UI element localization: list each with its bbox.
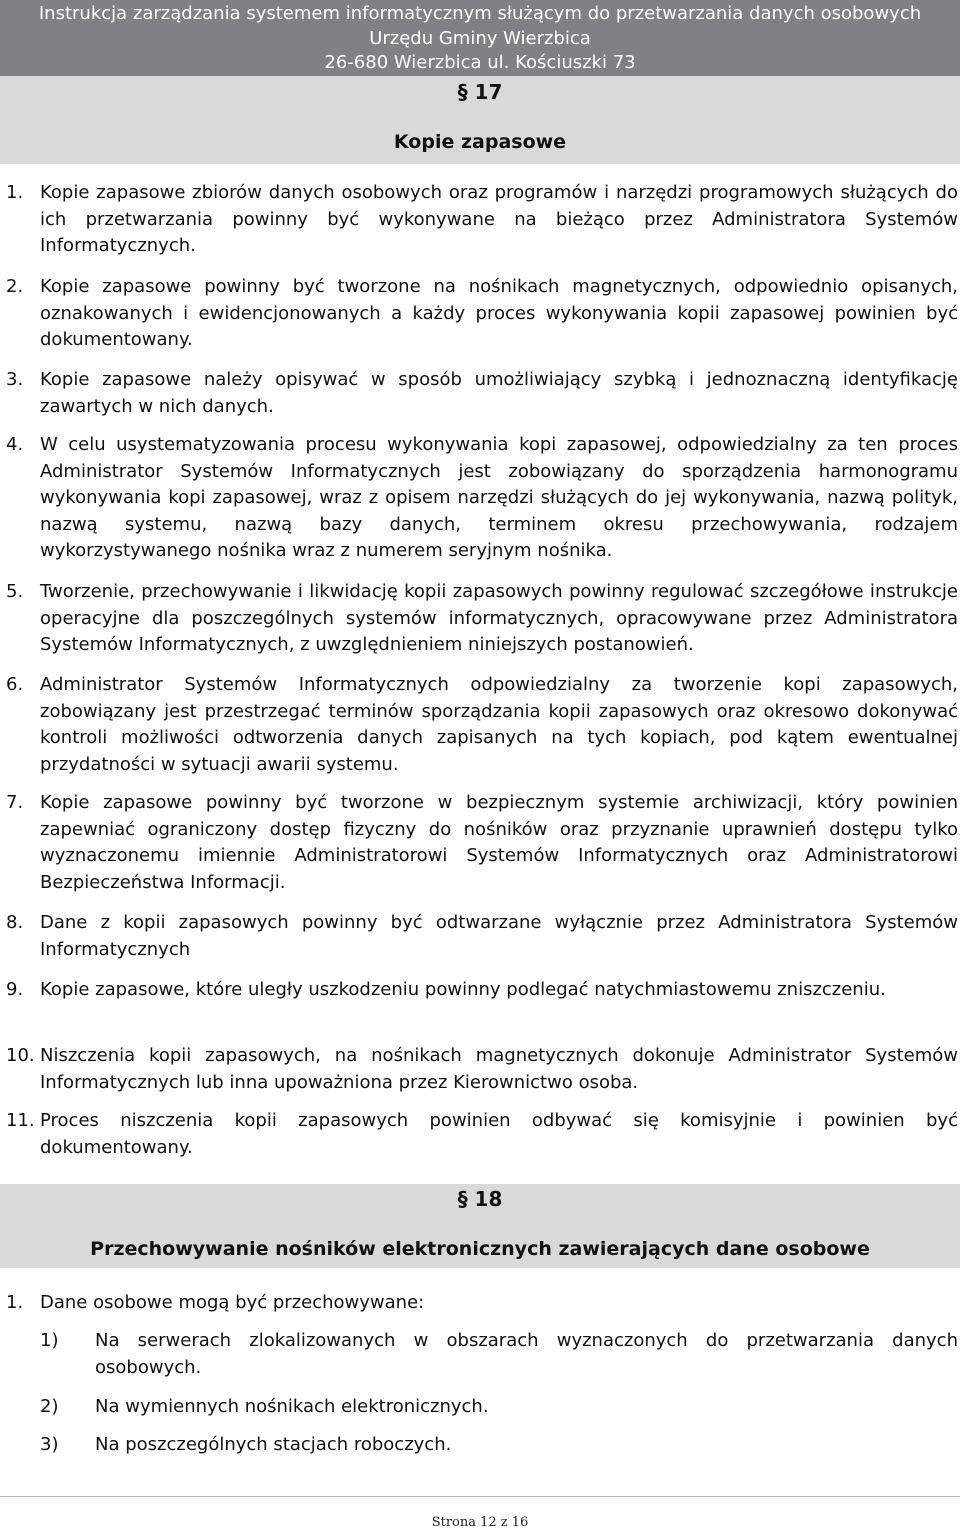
list-item-number: 10. xyxy=(6,1045,35,1066)
section-18-number: § 18 xyxy=(457,1187,503,1211)
list-item-text: Niszczenia kopii zapasowych, na nośnikach magnetycznych dokonuje Administrator Systemów Informatycznych lub inna upoważniona przez Kierownictwo osoba. xyxy=(40,1045,958,1093)
sub-list-item-text: Na serwerach zlokalizowanych w obszarach wyznaczonych do przetwarzania danych osobowych. xyxy=(95,1330,958,1378)
list-item-text: Kopie zapasowe, które uległy uszkodzeniu powinny podlegać natychmiastowemu zniszczeniu. xyxy=(40,979,886,1000)
footer-divider xyxy=(0,1496,960,1497)
list-item xyxy=(0,367,958,420)
list-item-number: 6. xyxy=(6,674,24,695)
sub-list-item-number: 2) xyxy=(40,1396,59,1417)
list-item-text: Administrator Systemów Informatycznych odpowiedzialny za tworzenie kopi zapasowych, zobowiązany jest przestrzegać terminów sporządzania kopii zapasowych oraz okresowo dokonywać kontroli możliwości odtworzenia danych zapisanych na tych kopiach, pod kątem ewentualnej przydatności w sytuacji awarii systemu. xyxy=(40,674,958,775)
list-item-number: 5. xyxy=(6,581,24,602)
list-item xyxy=(0,977,958,1004)
sub-list-item-text: Na wymiennych nośnikach elektronicznych. xyxy=(95,1396,489,1417)
list-item xyxy=(0,1043,958,1096)
list-item xyxy=(0,432,958,565)
list-item-number: 9. xyxy=(6,979,24,1000)
header-address: 26-680 Wierzbica ul. Kościuszki 73 xyxy=(324,52,636,73)
list-item-text: Kopie zapasowe powinny być tworzone na nośnikach magnetycznych, odpowiednio opisanych, oznakowanych i ewidencjonowanych a każdy proces wykonywania kopii zapasowej powinien być dokumentowany. xyxy=(40,276,958,351)
section-18-title: Przechowywanie nośników elektronicznych zawierających dane osobowe xyxy=(90,1238,870,1260)
list-item-number: 1. xyxy=(6,1292,24,1313)
list-item-text: Proces niszczenia kopii zapasowych powinien odbywać się komisyjnie i powinien być dokumentowany. xyxy=(40,1110,958,1158)
list-item xyxy=(0,1290,958,1317)
list-item xyxy=(0,274,958,354)
list-item-text: Dane osobowe mogą być przechowywane: xyxy=(40,1292,425,1313)
list-item-number: 7. xyxy=(6,792,24,813)
list-item xyxy=(0,1108,958,1161)
list-item-number: 3. xyxy=(6,369,24,390)
section-17-title: Kopie zapasowe xyxy=(393,131,567,153)
section-17-number: § 17 xyxy=(457,80,503,104)
list-item-text: Dane z kopii zapasowych powinny być odtwarzane wyłącznie przez Administratora Systemów Informatycznych xyxy=(40,912,958,960)
list-item xyxy=(0,910,958,963)
list-item-text: Tworzenie, przechowywanie i likwidację kopii zapasowych powinny regulować szczegółowe instrukcje operacyjne dla poszczególnych systemów informatycznych, opracowywane przez Administratora Systemów Informatycznych, z uwzględnieniem niniejszych postanowień. xyxy=(40,581,958,656)
list-item xyxy=(0,180,958,260)
sub-list-item xyxy=(0,1432,958,1459)
page-header xyxy=(0,0,960,78)
list-item-number: 8. xyxy=(6,912,24,933)
list-item xyxy=(0,790,958,896)
header-title: Instrukcja zarządzania systemem informatycznym służącym do przetwarzania danych osobowych xyxy=(38,3,922,24)
list-item-text: Kopie zapasowe należy opisywać w sposób umożliwiający szybką i jednoznaczną identyfikację zawartych w nich danych. xyxy=(40,369,958,417)
list-item-text: Kopie zapasowe zbiorów danych osobowych oraz programów i narzędzi programowych służących do ich przetwarzania powinny być wykonywane na bieżąco przez Administratora Systemów Informatycznych. xyxy=(40,182,958,257)
sub-list-item-text: Na poszczególnych stacjach roboczych. xyxy=(95,1434,452,1455)
sub-list-item-number: 1) xyxy=(40,1330,59,1351)
list-item-number: 2. xyxy=(6,276,24,297)
list-item-number: 4. xyxy=(6,434,24,455)
list-item-number: 1. xyxy=(6,182,24,203)
sub-list-item xyxy=(0,1394,958,1421)
list-item-number: 11. xyxy=(6,1110,35,1131)
list-item xyxy=(0,579,958,659)
page-number: Strona 12 z 16 xyxy=(431,1515,529,1530)
list-item xyxy=(0,672,958,778)
header-office: Urzędu Gminy Wierzbica xyxy=(369,27,591,49)
sub-list-item-number: 3) xyxy=(40,1434,59,1455)
list-item-text: Kopie zapasowe powinny być tworzone w bezpiecznym systemie archiwizacji, który powinien zapewniać ograniczony dostęp fizyczny do nośników oraz przyznanie uprawnień dostępu tylko wyznaczonemu imiennie Administratorowi Systemów Informatycznych oraz Administratorowi Bezpieczeństwa Informacji. xyxy=(40,792,958,893)
sub-list-item xyxy=(0,1328,958,1381)
list-item-text: W celu usystematyzowania procesu wykonywania kopi zapasowej, odpowiedzialny za ten proces Administrator Systemów Informatycznych jest zobowiązany do sporządzenia harmonogramu wykonywania kopi zapasowej, wraz z opisem narzędzi służących do jej wykonywania, nazwą polityk, nazwą systemu, nazwą bazy danych, terminem okresu przechowywania, rodzajem wykorzystywanego nośnika wraz z numerem seryjnym nośnika. xyxy=(40,434,958,562)
